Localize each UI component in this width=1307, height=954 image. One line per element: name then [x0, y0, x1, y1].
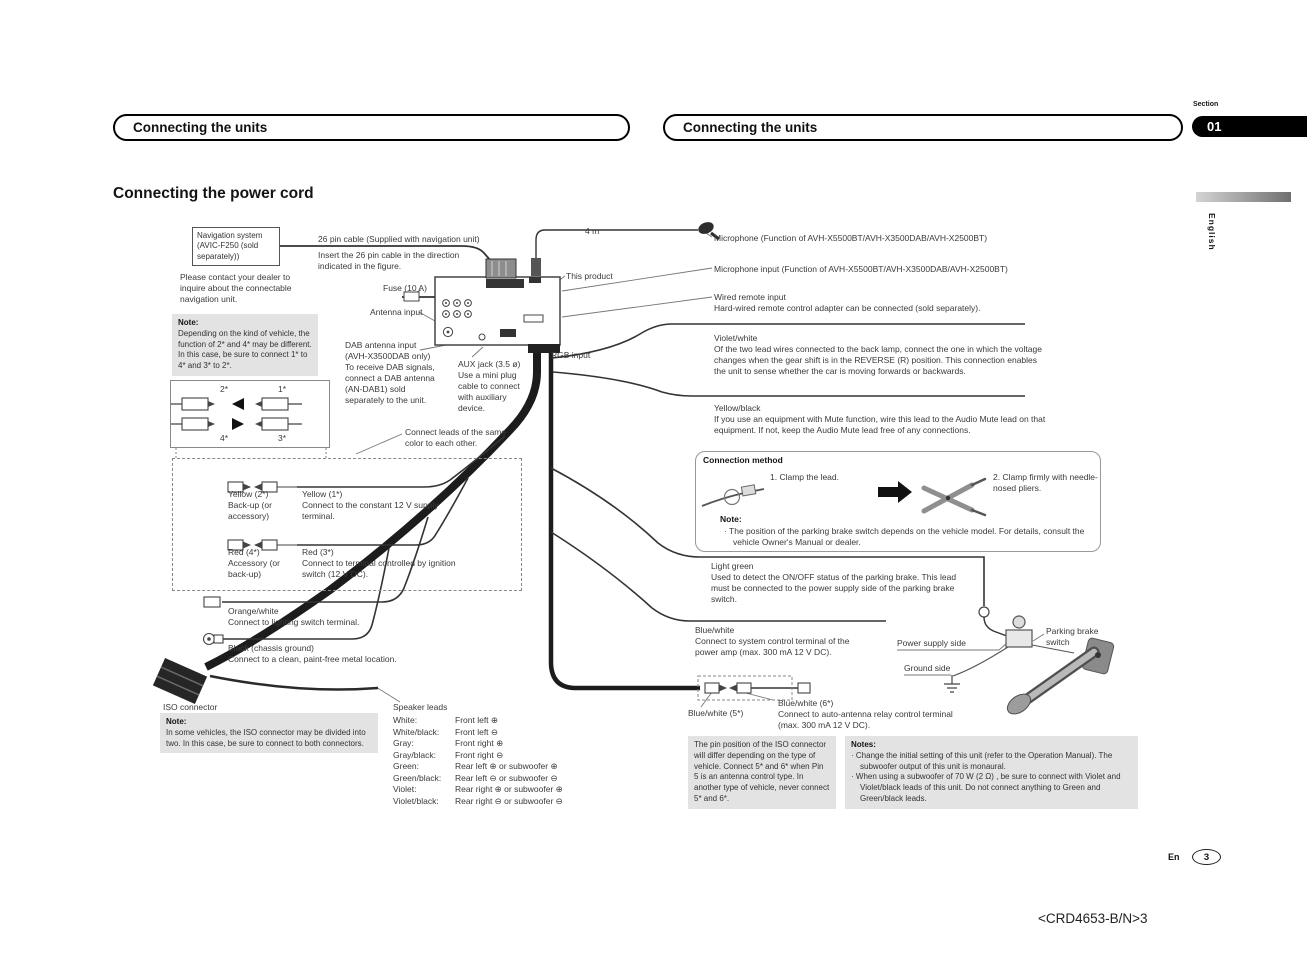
blue-white-body: Connect to system control terminal of the power amp (max. 300 mA 12 V DC).: [695, 636, 850, 658]
iso-note-body: In some vehicles, the ISO connector may be divided into two. In this case, be sure to connect to both connectors.: [166, 727, 366, 748]
notes-item-2: · When using a subwoofer of 70 W (2 Ω) , be sure to connect with Violet and Violet/black leads of this unit. Do not connect anything to Green and Green/black leads.: [851, 772, 1121, 803]
pin-cable-label: 26 pin cable (Supplied with navigation unit): [318, 234, 480, 244]
navigation-system-box: Navigation system (AVIC-F250 (sold separately)): [192, 227, 280, 266]
language-tab: English: [1207, 213, 1218, 251]
speaker-leads-title: Speaker leads: [393, 702, 448, 712]
same-color-note: Connect leads of the same color to each other.: [405, 427, 507, 449]
wired-remote-note: Hard-wired remote control adapter can be connected (sold separately).: [714, 303, 981, 313]
footer-lang: En: [1168, 852, 1180, 862]
red4-body: Accessory (or back-up): [228, 558, 280, 580]
power-supply-side-label: Power supply side: [897, 638, 966, 648]
speaker-function: Front right ⊕: [455, 738, 504, 748]
speaker-lead-row: [393, 727, 563, 739]
yellow1-body: Connect to the constant 12 V supply terminal.: [302, 500, 439, 522]
microphone-input-label: Microphone input (Function of AVH-X5500BT/AVH-X3500DAB/AVH-X2500BT): [714, 264, 1008, 274]
blue-white-title: Blue/white: [695, 625, 735, 635]
speaker-function: Front left ⊖: [455, 726, 499, 737]
header-right-label: Connecting the units: [683, 120, 818, 135]
aux-body: Use a mini plug cable to connect with auxiliary device.: [458, 370, 520, 414]
speaker-lead-row: [393, 784, 563, 796]
notes-title: Notes:: [851, 740, 876, 749]
speaker-color: Gray/black:: [393, 749, 436, 760]
connector-pairs-box: [170, 380, 330, 448]
speaker-lead-row: [393, 761, 563, 773]
method-step-1: 1. Clamp the lead.: [770, 472, 839, 482]
yellow2-body: Back-up (or accessory): [228, 500, 272, 522]
head-unit: [435, 277, 560, 353]
orange-white-title: Orange/white: [228, 606, 279, 616]
speaker-color: Green/black:: [393, 772, 442, 783]
pair-label-3: 3*: [278, 433, 287, 443]
yellow-black-title: Yellow/black: [714, 403, 761, 413]
dab-body: To receive DAB signals, connect a DAB antenna (AN-DAB1) sold separately to the unit.: [345, 362, 435, 406]
red3-title: Red (3*): [302, 547, 334, 557]
yellow1-title: Yellow (1*): [302, 489, 343, 499]
aux-title: AUX jack (3.5 ø): [458, 359, 521, 369]
parking-brake-switch-label: Parking brake switch: [1046, 626, 1099, 648]
cable-length-label: 4 m: [585, 226, 600, 236]
speaker-color: Gray:: [393, 738, 414, 748]
ground-symbol: [944, 675, 960, 692]
iso-connector-label: ISO connector: [163, 702, 218, 712]
blue-white-6-label: Blue/white (6*): [778, 698, 834, 708]
antenna-input-label: Antenna input: [370, 307, 423, 317]
speaker-lead-row: [393, 750, 563, 762]
pair-label-4: 4*: [220, 433, 229, 443]
speaker-lead-row: [393, 773, 563, 785]
blue-white-6-body: Connect to auto-antenna relay control terminal (max. 300 mA 12 V DC).: [778, 709, 953, 731]
speaker-leads-table: [393, 715, 563, 807]
speaker-lead-row: [393, 796, 563, 808]
violet-white-title: Violet/white: [714, 333, 758, 343]
method-step-2: 2. Clamp firmly with needle-nosed pliers.: [993, 472, 1098, 494]
page-title: Connecting the power cord: [113, 185, 314, 202]
iso-note-title: Note:: [166, 717, 187, 726]
light-green-body: Used to detect the ON/OFF status of the parking brake. This lead must be connected to the power supply side of the parking brake switch.: [711, 572, 957, 605]
speaker-function: Rear right ⊕ or subwoofer ⊕: [455, 784, 563, 794]
vehicle-note-box: [172, 314, 318, 376]
pin-cable-note: Insert the 26 pin cable in the direction indicated in the figure.: [318, 250, 460, 272]
yellow-black-body: If you use an equipment with Mute function, wire this lead to the Audio Mute lead on that equipment. If not, keep the Audio Mute lead free of any connections.: [714, 414, 1046, 436]
header-right: [663, 114, 1183, 141]
black-ground-body: Connect to a clean, paint-free metal location.: [228, 654, 397, 664]
speaker-function: Rear left ⊕ or subwoofer ⊕: [455, 761, 558, 771]
speaker-color: Green:: [393, 761, 419, 771]
this-product-label: This product: [566, 271, 613, 281]
aux-label: [458, 359, 526, 414]
section-badge: [1192, 116, 1307, 137]
speaker-function: Front right ⊖: [455, 749, 504, 760]
speaker-color: White/black:: [393, 726, 440, 737]
parking-brake-assembly: [944, 607, 1114, 718]
speaker-color: Violet:: [393, 784, 417, 794]
notes-item-1: · Change the initial setting of this unit (refer to the Operation Manual). The subwoofer output of this unit is monaural.: [851, 750, 1113, 771]
method-note-title: Note:: [720, 514, 742, 524]
ground-side-label: Ground side: [904, 663, 951, 673]
connection-method-title: Connection method: [703, 455, 783, 465]
speaker-lead-row: [393, 738, 563, 750]
section-label: Section: [1193, 101, 1219, 108]
speaker-function: Front left ⊕: [455, 715, 499, 725]
yellow2-title: Yellow (2*): [228, 489, 269, 499]
section-number: 01: [1207, 119, 1222, 134]
footer-code: <CRD4653-B/N>3: [1038, 911, 1148, 926]
rgb-input-label: RGB input: [551, 350, 591, 360]
orange-white-body: Connect to lighting switch terminal.: [228, 617, 360, 627]
fuse-label: Fuse (10 A): [383, 283, 427, 293]
blue-white-5-label: Blue/white (5*): [688, 708, 744, 718]
pair-label-2: 2*: [220, 384, 229, 394]
red3-body: Connect to terminal controlled by ignition switch (12 V DC).: [302, 558, 456, 580]
dealer-note: Please contact your dealer to inquire about the connectable navigation unit.: [180, 272, 292, 305]
dab-label: [345, 340, 440, 406]
pair-label-1: 1*: [278, 384, 287, 394]
note-body: Depending on the kind of vehicle, the function of 2* and 4* may be different. In this case, be sure to connect 1* to 4* and 3* to 2*.: [178, 328, 312, 371]
iso-connector-glyph: [153, 658, 207, 704]
speaker-color: White:: [393, 715, 418, 725]
speaker-color: Violet/black:: [393, 795, 439, 806]
wired-remote-label: Wired remote input: [714, 292, 786, 302]
page-number-badge: 3: [1192, 849, 1221, 865]
speaker-lead-row: [393, 715, 563, 727]
black-ground-title: Black (chassis ground): [228, 643, 314, 653]
iso-note-box: [160, 713, 378, 753]
speaker-function: Rear left ⊖ or subwoofer ⊖: [455, 772, 558, 783]
header-left: [113, 114, 630, 141]
pin-position-box: The pin position of the ISO connector will differ depending on the type of vehicle. Connect 5* and 6* when Pin 5 is an antenna control type. In another type of vehicle, never connect 5* and 6*.: [688, 736, 836, 809]
violet-white-body: Of the two lead wires connected to the back lamp, connect the one in which the voltage changes when the gear shift is in the REVERSE (R) position. This connection enables the unit to sense whether the car is moving forwards or backwards.: [714, 344, 1042, 377]
method-note-body: · The position of the parking brake switch depends on the vehicle model. For details, consult the vehicle Owner's Manual or dealer.: [724, 526, 1085, 548]
speaker-function: Rear right ⊖ or subwoofer ⊖: [455, 795, 563, 806]
red4-title: Red (4*): [228, 547, 260, 557]
microphone-assembly: [531, 220, 719, 276]
microphone-label: Microphone (Function of AVH-X5500BT/AVH-X3500DAB/AVH-X2500BT): [714, 233, 988, 243]
note-title: Note:: [178, 318, 199, 327]
notes-box: [845, 736, 1138, 809]
dab-title: DAB antenna input (AVH-X3500DAB only): [345, 340, 431, 362]
language-tab-bar: [1196, 192, 1291, 202]
header-left-label: Connecting the units: [133, 120, 268, 135]
light-green-title: Light green: [711, 561, 754, 571]
